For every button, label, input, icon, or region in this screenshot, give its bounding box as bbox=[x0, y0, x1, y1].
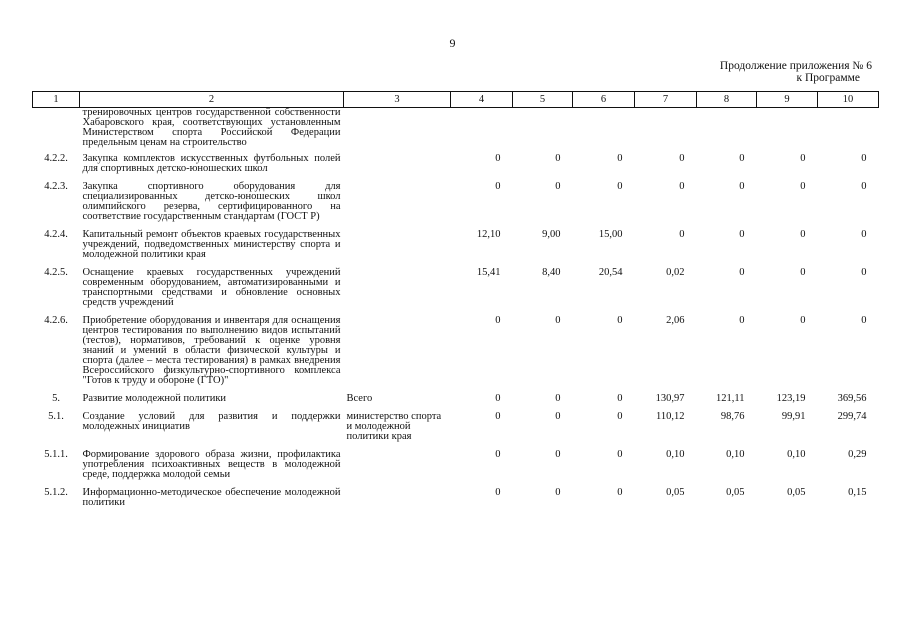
row-name: Приобретение оборудования и инвентаря для оснащения центров тестирования по выполнению видов испытаний (тестов), нормативов, требований к оценке уровня знаний и умений в области физической культуры и спорта (далее – места тестирования) в рамках внедрения Всероссийского физкультурно-спортивного комплекса "Готов к труду и обороне (ГТО)" bbox=[82, 315, 341, 386]
row-value: 0 bbox=[739, 315, 745, 326]
row-code: 4.2.2. bbox=[44, 153, 68, 164]
row-value: 0 bbox=[800, 153, 806, 164]
row-value: 0,05 bbox=[787, 487, 806, 498]
row-code: 5. bbox=[52, 393, 60, 404]
header-cell: 3 bbox=[344, 92, 451, 108]
row-value: 0 bbox=[555, 487, 561, 498]
row-code: 5.1. bbox=[48, 411, 64, 422]
row-value: 0 bbox=[495, 487, 501, 498]
row-name: Развитие молодежной политики bbox=[82, 393, 227, 404]
row-executor bbox=[344, 316, 451, 394]
row-value: 0 bbox=[617, 153, 623, 164]
row-executor bbox=[344, 182, 451, 230]
row-value: 0 bbox=[495, 449, 501, 460]
row-value: 0 bbox=[555, 411, 561, 422]
row-code: 4.2.4. bbox=[44, 229, 68, 240]
row-value: 15,00 bbox=[598, 229, 623, 240]
header-cell: 2 bbox=[80, 92, 344, 108]
row-value: 130,97 bbox=[655, 393, 685, 404]
table-row bbox=[33, 394, 879, 412]
row-value: 0 bbox=[800, 315, 806, 326]
row-value: 0 bbox=[617, 411, 623, 422]
row-value: 0 bbox=[495, 315, 501, 326]
row-name: Информационно-методическое обеспечение молодежной политики bbox=[82, 487, 341, 508]
row-value bbox=[818, 108, 879, 155]
row-value: 0 bbox=[861, 267, 867, 278]
row-value: 0 bbox=[555, 153, 561, 164]
row-value: 0 bbox=[617, 181, 623, 192]
appendix-caption-line2: к Программе bbox=[796, 72, 860, 84]
row-executor: министерство спорта и молодежной политики края bbox=[346, 411, 442, 442]
row-value: 0,29 bbox=[848, 449, 867, 460]
row-value: 2,06 bbox=[666, 315, 685, 326]
row-value: 0 bbox=[679, 229, 685, 240]
row-code: 4.2.3. bbox=[44, 181, 68, 192]
table-row bbox=[33, 488, 879, 516]
row-value: 0 bbox=[495, 153, 501, 164]
header-cell: 7 bbox=[635, 92, 697, 108]
appendix-caption bbox=[640, 60, 872, 84]
row-value: 0 bbox=[617, 449, 623, 460]
program-table bbox=[32, 91, 879, 516]
row-value: 0 bbox=[861, 181, 867, 192]
appendix-caption-line1: Продолжение приложения № 6 bbox=[719, 60, 872, 72]
table-row bbox=[33, 230, 879, 268]
page-number: 9 bbox=[449, 36, 456, 50]
row-value: 0 bbox=[555, 315, 561, 326]
table-row bbox=[33, 182, 879, 230]
row-value: 0 bbox=[861, 315, 867, 326]
table-row bbox=[33, 154, 879, 182]
row-value: 299,74 bbox=[837, 411, 867, 422]
row-value: 0 bbox=[679, 181, 685, 192]
header-cell: 1 bbox=[33, 92, 80, 108]
row-code: 5.1.2. bbox=[44, 487, 68, 498]
row-value bbox=[757, 108, 818, 155]
row-value: 15,41 bbox=[476, 267, 501, 278]
row-value: 0 bbox=[800, 267, 806, 278]
row-value: 9,00 bbox=[542, 229, 561, 240]
table-row bbox=[33, 268, 879, 316]
row-value: 0 bbox=[555, 181, 561, 192]
row-value: 0 bbox=[739, 181, 745, 192]
table-row bbox=[33, 316, 879, 394]
row-value: 0,15 bbox=[848, 487, 867, 498]
row-executor bbox=[344, 488, 451, 516]
row-value: 0 bbox=[800, 229, 806, 240]
row-value: 99,91 bbox=[781, 411, 806, 422]
row-value: 0 bbox=[800, 181, 806, 192]
row-value: 12,10 bbox=[476, 229, 501, 240]
row-value: 123,19 bbox=[776, 393, 806, 404]
row-code: 4.2.6. bbox=[44, 315, 68, 326]
row-value: 121,11 bbox=[716, 393, 745, 404]
row-value: 0 bbox=[495, 411, 501, 422]
row-executor bbox=[344, 450, 451, 488]
row-value: 0,05 bbox=[666, 487, 685, 498]
header-cell: 8 bbox=[697, 92, 757, 108]
row-value: 98,76 bbox=[720, 411, 745, 422]
row-value: 0 bbox=[617, 487, 623, 498]
row-value: 0 bbox=[555, 393, 561, 404]
row-value: 0 bbox=[861, 153, 867, 164]
header-cell: 4 bbox=[451, 92, 513, 108]
row-name: Оснащение краевых государственных учреждений современным оборудованием, автоматизированными и транспортными средствами и обновление основных средств учреждений bbox=[82, 267, 341, 308]
table-row bbox=[33, 450, 879, 488]
row-value: 0 bbox=[739, 229, 745, 240]
row-value: 0 bbox=[739, 153, 745, 164]
row-value: 20,54 bbox=[598, 267, 623, 278]
row-name: тренировочных центров государственной собственности Хабаровского края, соответствующих установленным Министерством спорта Российской Федерации предельным ценам на строительство bbox=[82, 107, 341, 148]
row-value bbox=[573, 108, 635, 155]
row-name: Создание условий для развития и поддержки молодежных инициатив bbox=[82, 411, 341, 432]
row-name: Формирование здорового образа жизни, профилактика употребления психоактивных веществ в молодежной среде, поддержка молодой семьи bbox=[82, 449, 341, 480]
row-value: 0,10 bbox=[726, 449, 745, 460]
row-value: 0,10 bbox=[666, 449, 685, 460]
row-value: 8,40 bbox=[542, 267, 561, 278]
row-executor: Всего bbox=[346, 393, 373, 404]
row-value: 0 bbox=[495, 393, 501, 404]
row-value: 0 bbox=[861, 229, 867, 240]
row-value bbox=[697, 108, 757, 155]
row-name: Закупка спортивного оборудования для специализированных детско-юношеских школ олимпийского резерва, сертифицированного на соответствие государственным стандартам (ГОСТ Р) bbox=[82, 181, 341, 222]
row-code: 4.2.5. bbox=[44, 267, 68, 278]
row-value: 0 bbox=[679, 153, 685, 164]
row-executor bbox=[344, 268, 451, 316]
row-value: 0 bbox=[617, 315, 623, 326]
row-code bbox=[33, 108, 80, 155]
table-row bbox=[33, 412, 879, 450]
row-value: 0,02 bbox=[666, 267, 685, 278]
row-value: 0 bbox=[555, 449, 561, 460]
row-value: 110,12 bbox=[656, 411, 685, 422]
row-value: 369,56 bbox=[837, 393, 867, 404]
row-value bbox=[635, 108, 697, 155]
header-cell: 6 bbox=[573, 92, 635, 108]
table-header-row bbox=[33, 92, 879, 108]
header-cell: 5 bbox=[513, 92, 573, 108]
row-value: 0 bbox=[495, 181, 501, 192]
header-cell: 10 bbox=[818, 92, 879, 108]
row-value: 0 bbox=[739, 267, 745, 278]
row-value: 0 bbox=[617, 393, 623, 404]
row-value: 0,05 bbox=[726, 487, 745, 498]
row-value: 0,10 bbox=[787, 449, 806, 460]
row-value bbox=[513, 108, 573, 155]
header-cell: 9 bbox=[757, 92, 818, 108]
table-row bbox=[33, 108, 879, 155]
row-executor bbox=[344, 154, 451, 182]
row-value bbox=[451, 108, 513, 155]
row-name: Капитальный ремонт объектов краевых государственных учреждений, подведомственных министерству спорта и молодежной политики края bbox=[82, 229, 341, 260]
row-name: Закупка комплектов искусственных футбольных полей для спортивных детско-юношеских школ bbox=[82, 153, 341, 174]
row-code: 5.1.1. bbox=[44, 449, 68, 460]
row-executor bbox=[344, 230, 451, 268]
row-executor bbox=[344, 108, 451, 155]
